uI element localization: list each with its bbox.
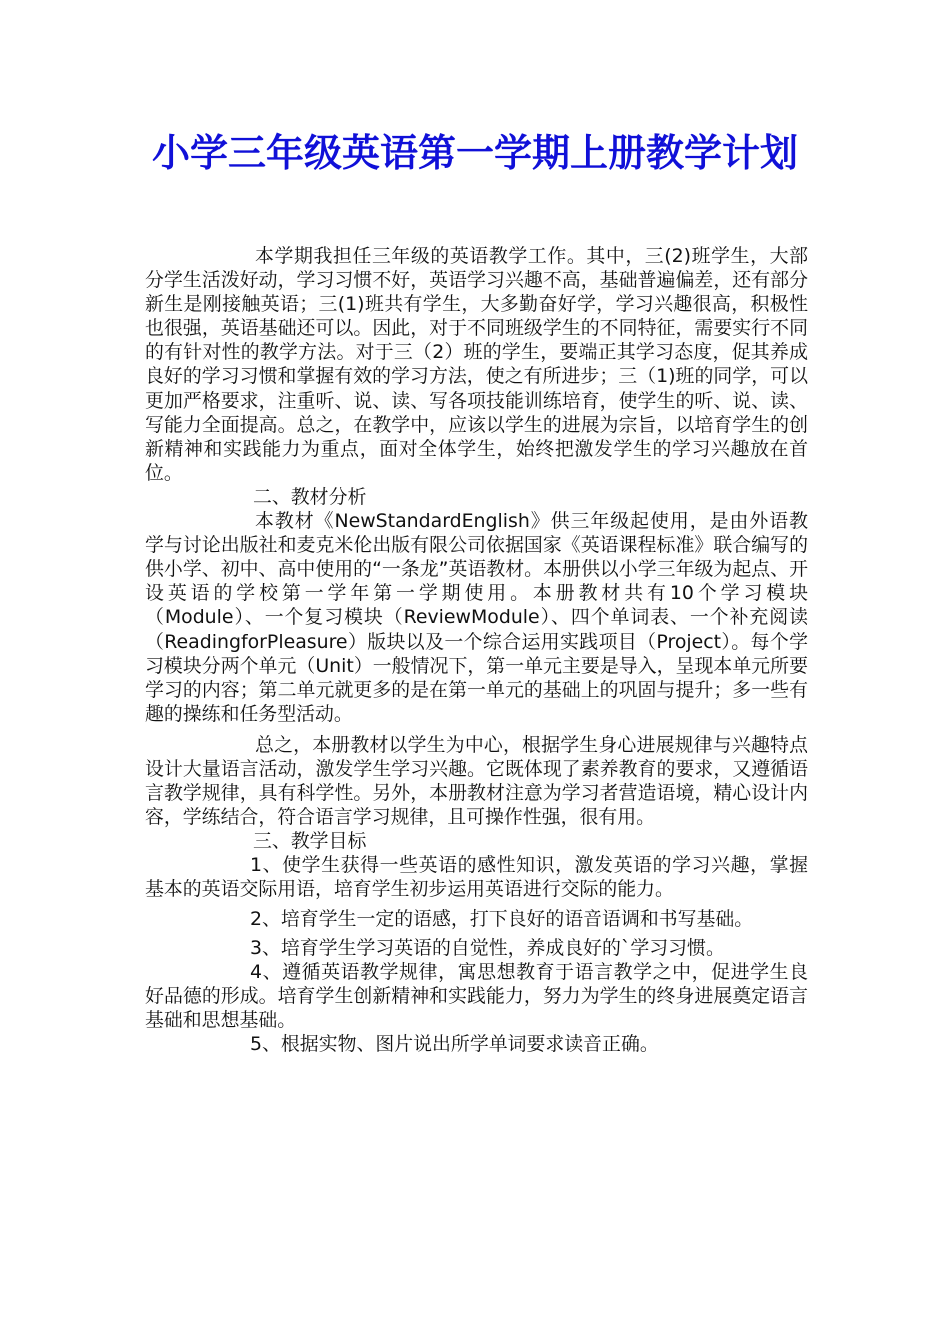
- goal-item-5: 5、根据实物、图片说出所学单词要求读音正确。: [250, 1033, 659, 1055]
- section-heading-goals: 三、教学目标: [253, 830, 367, 853]
- goal-item-1: 1、使学生获得一些英语的感性知识，激发英语的学习兴趣，掌握基本的英语交际用语，培育学生初步运用英语进行交际的能力。: [145, 854, 808, 901]
- paragraph-materials: 本教材《NewStandardEnglish》供三年级起使用，是由外语教学与讨论出版社和麦克米伦出版有限公司依据国家《英语课程标准》联合编写的供小学、初中、高中使用的“一条龙”英语教材。本册供以小学三年级为起点、开设英语的学校第一学年第一学期使用。本册教材共有10个学习模块（Module）、一个复习模块（ReviewModule）、四个单词表、一个补充阅读（ReadingforPleasure）版块以及一个综合运用实践项目（Project）。每个学习模块分两个单元（Unit）一般情况下，第一单元主要是导入，呈现本单元所要学习的内容；第二单元就更多的是在第一单元的基础上的巩固与提升；多一些有趣的操练和任务型活动。: [145, 510, 808, 725]
- goal-item-4: 4、遵循英语教学规律，寓思想教育于语言教学之中，促进学生良好品德的形成。培育学生创新精神和实践能力，努力为学生的终身进展奠定语言基础和思想基础。: [145, 960, 808, 1031]
- goal-item-2: 2、培育学生一定的语感，打下良好的语音语调和书写基础。: [250, 907, 754, 930]
- paragraph-summary: 总之，本册教材以学生为中心，根据学生身心进展规律与兴趣特点设计大量语言活动，激发学生学习兴趣。它既体现了素养教育的要求，又遵循语言教学规律，具有科学性。另外，本册教材注意为学习者营造语境，精心设计内容，学练结合，符合语言学习规律，且可操作性强，很有用。: [145, 733, 808, 829]
- paragraph-intro: 本学期我担任三年级的英语教学工作。其中，三(2)班学生，大部分学生活泼好动，学习习惯不好，英语学习兴趣不高，基础普遍偏差，还有部分新生是刚接触英语；三(1)班共有学生，大多勤奋好学，学习兴趣很高，积极性也很强，英语基础还可以。因此，对于不同班级学生的不同特征，需要实行不同的有针对性的教学方法。对于三（2）班的学生，要端正其学习态度，促其养成良好的学习习惯和掌握有效的学习方法，使之有所进步；三（1)班的同学，可以更加严格要求，注重听、说、读、写各项技能训练培育，使学生的听、说、读、写能力全面提高。总之，在教学中，应该以学生的进展为宗旨，以培育学生的创新精神和实践能力为重点，面对全体学生，始终把激发学生的学习兴趣放在首位。: [145, 245, 808, 484]
- document-title: 小学三年级英语第一学期上册教学计划: [151, 130, 798, 175]
- section-heading-materials: 二、教材分析: [253, 485, 367, 508]
- goal-item-3: 3、培育学生学习英语的自觉性，养成良好的`学习习惯。: [250, 936, 725, 959]
- document-body: [145, 244, 808, 1056]
